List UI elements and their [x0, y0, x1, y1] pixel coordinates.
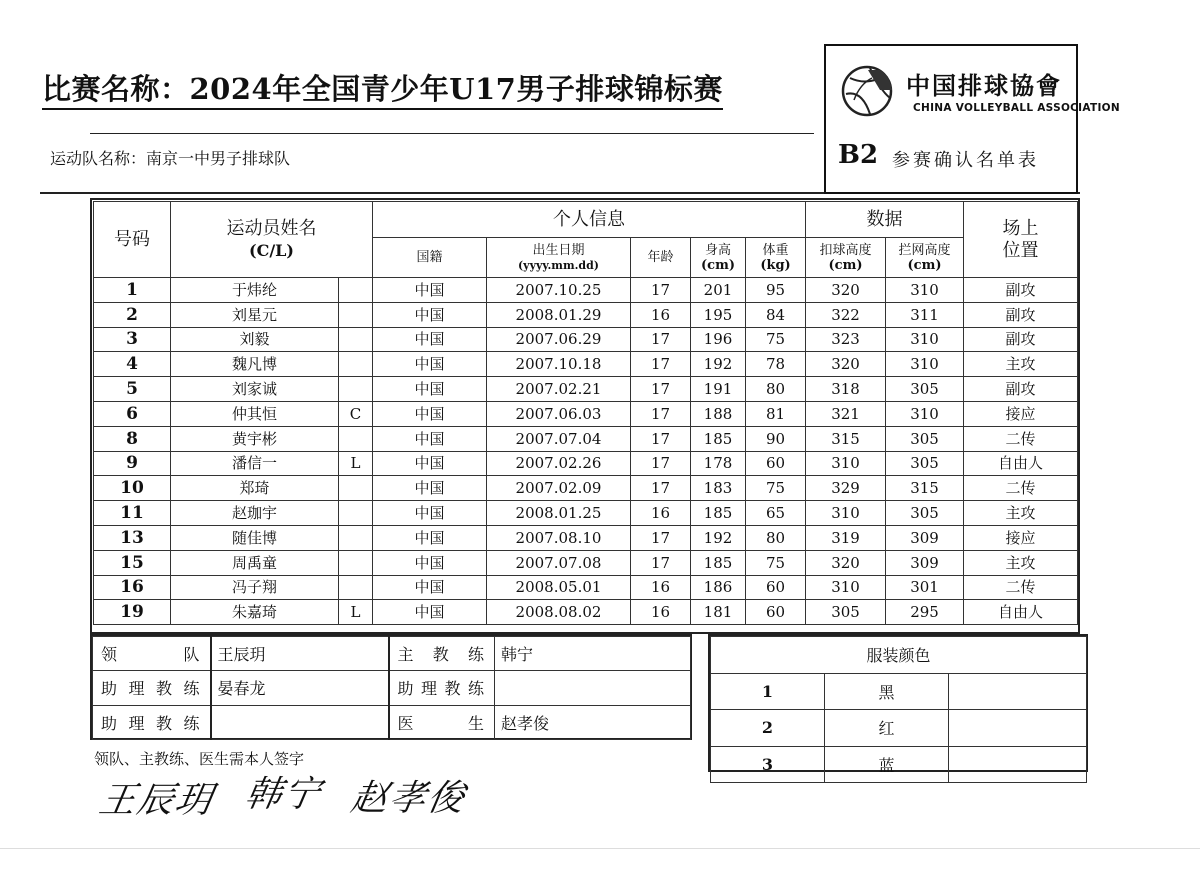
player-number: 16 — [94, 575, 171, 600]
player-number: 15 — [94, 550, 171, 575]
player-number: 11 — [94, 501, 171, 526]
player-block-height: 305 — [886, 426, 964, 451]
player-block-height: 310 — [886, 401, 964, 426]
player-name: 郑琦 — [171, 476, 339, 501]
header-age: 年龄 — [631, 238, 691, 278]
divider — [90, 133, 814, 134]
player-height: 195 — [691, 302, 746, 327]
table-row — [94, 426, 1078, 451]
player-number: 10 — [94, 476, 171, 501]
player-block-height: 305 — [886, 377, 964, 402]
player-height: 178 — [691, 451, 746, 476]
player-age: 17 — [631, 401, 691, 426]
asst-coach-2-label: 助理教练 — [389, 671, 495, 705]
player-spike-height: 310 — [806, 451, 886, 476]
player-weight: 90 — [746, 426, 806, 451]
player-name: 刘毅 — [171, 327, 339, 352]
player-block-height: 301 — [886, 575, 964, 600]
player-age: 16 — [631, 575, 691, 600]
player-height: 185 — [691, 426, 746, 451]
player-position: 二传 — [964, 575, 1078, 600]
player-dob: 2007.10.18 — [487, 352, 631, 377]
player-weight: 60 — [746, 451, 806, 476]
player-block-height: 305 — [886, 451, 964, 476]
player-cl — [339, 327, 373, 352]
head-coach-label: 主教练 — [389, 637, 495, 671]
header-height-unit: (cm) — [701, 257, 735, 273]
player-height: 201 — [691, 278, 746, 303]
player-height: 181 — [691, 600, 746, 625]
player-block-height: 305 — [886, 501, 964, 526]
table-row — [94, 550, 1078, 575]
signature-doctor: 赵孝俊 — [347, 778, 470, 819]
player-weight: 78 — [746, 352, 806, 377]
player-height: 186 — [691, 575, 746, 600]
header-position — [964, 202, 1078, 278]
player-spike-height: 321 — [806, 401, 886, 426]
player-spike-height: 310 — [806, 501, 886, 526]
player-nationality: 中国 — [373, 501, 487, 526]
header-block-label: 拦网高度 — [898, 242, 951, 258]
player-cl: L — [339, 451, 373, 476]
header-height-label: 身高 — [704, 242, 731, 258]
form-name: 参赛确认名单表 — [892, 150, 1039, 171]
header-position-line1: 场上 — [1002, 217, 1039, 239]
team-name: 运动队名称：南京一中男子排球队 — [50, 149, 291, 168]
player-position: 自由人 — [964, 451, 1078, 476]
player-number: 19 — [94, 600, 171, 625]
table-row — [94, 575, 1078, 600]
player-dob: 2007.08.10 — [487, 525, 631, 550]
player-age: 17 — [631, 352, 691, 377]
doctor-value: 赵孝俊 — [495, 705, 691, 739]
player-cl — [339, 278, 373, 303]
player-nationality: 中国 — [373, 426, 487, 451]
player-cl — [339, 501, 373, 526]
header-height — [691, 238, 746, 278]
player-block-height: 310 — [886, 352, 964, 377]
player-number: 8 — [94, 426, 171, 451]
player-spike-height: 320 — [806, 278, 886, 303]
player-dob: 2008.08.02 — [487, 600, 631, 625]
table-row — [94, 401, 1078, 426]
player-spike-height: 310 — [806, 575, 886, 600]
player-number: 13 — [94, 525, 171, 550]
uniform-blank — [949, 746, 1087, 783]
asst-coach-label: 助理教练 — [93, 671, 211, 705]
uniform-no: 3 — [711, 746, 825, 783]
header-dob-format: (yyyy.mm.dd) — [517, 258, 600, 272]
uniform-no: 1 — [711, 673, 825, 710]
player-block-height: 310 — [886, 327, 964, 352]
header-spike-label: 扣球高度 — [819, 242, 872, 258]
player-name: 朱嘉琦 — [171, 600, 339, 625]
player-spike-height: 319 — [806, 525, 886, 550]
signature-note: 领队、主教练、医生需本人签字 — [94, 750, 305, 768]
player-spike-height: 320 — [806, 352, 886, 377]
player-age: 17 — [631, 426, 691, 451]
volleyball-logo-icon — [840, 64, 894, 118]
player-age: 16 — [631, 302, 691, 327]
player-position: 副攻 — [964, 278, 1078, 303]
uniform-no: 2 — [711, 710, 825, 747]
player-weight: 80 — [746, 377, 806, 402]
logo-english-name: CHINA VOLLEYBALL ASSOCIATION — [913, 102, 1120, 114]
header-personal-info: 个人信息 — [373, 202, 806, 238]
player-nationality: 中国 — [373, 451, 487, 476]
player-cl: C — [339, 401, 373, 426]
player-dob: 2007.07.04 — [487, 426, 631, 451]
player-name: 潘信一 — [171, 451, 339, 476]
player-weight: 65 — [746, 501, 806, 526]
table-row — [94, 327, 1078, 352]
table-row — [94, 451, 1078, 476]
player-name: 刘星元 — [171, 302, 339, 327]
uniform-color: 黑 — [825, 673, 949, 710]
player-nationality: 中国 — [373, 575, 487, 600]
player-spike-height: 320 — [806, 550, 886, 575]
player-name: 仲其恒 — [171, 401, 339, 426]
player-height: 191 — [691, 377, 746, 402]
player-position: 自由人 — [964, 600, 1078, 625]
table-row — [94, 525, 1078, 550]
player-weight: 60 — [746, 575, 806, 600]
header-spike — [806, 238, 886, 278]
player-height: 192 — [691, 525, 746, 550]
player-number: 9 — [94, 451, 171, 476]
player-dob: 2007.10.25 — [487, 278, 631, 303]
player-name: 黄宇彬 — [171, 426, 339, 451]
player-position: 二传 — [964, 426, 1078, 451]
uniform-blank — [949, 673, 1087, 710]
player-name: 于炜纶 — [171, 278, 339, 303]
player-block-height: 315 — [886, 476, 964, 501]
player-nationality: 中国 — [373, 278, 487, 303]
player-age: 17 — [631, 451, 691, 476]
player-position: 副攻 — [964, 327, 1078, 352]
player-nationality: 中国 — [373, 352, 487, 377]
scan-edge — [0, 848, 1200, 849]
player-name: 魏凡博 — [171, 352, 339, 377]
player-dob: 2007.06.29 — [487, 327, 631, 352]
header-name-sub: (C/L) — [249, 240, 294, 260]
player-dob: 2008.05.01 — [487, 575, 631, 600]
player-spike-height: 329 — [806, 476, 886, 501]
player-cl — [339, 575, 373, 600]
table-row — [94, 476, 1078, 501]
player-weight: 75 — [746, 550, 806, 575]
player-age: 17 — [631, 278, 691, 303]
player-age: 17 — [631, 550, 691, 575]
leader-value: 王辰玥 — [211, 637, 389, 671]
player-weight: 75 — [746, 327, 806, 352]
player-height: 192 — [691, 352, 746, 377]
player-height: 185 — [691, 550, 746, 575]
table-row — [94, 501, 1078, 526]
player-position: 主攻 — [964, 501, 1078, 526]
player-number: 6 — [94, 401, 171, 426]
player-dob: 2007.02.09 — [487, 476, 631, 501]
player-dob: 2007.06.03 — [487, 401, 631, 426]
player-block-height: 309 — [886, 550, 964, 575]
player-weight: 95 — [746, 278, 806, 303]
player-age: 16 — [631, 501, 691, 526]
player-cl — [339, 476, 373, 501]
player-nationality: 中国 — [373, 327, 487, 352]
player-position: 副攻 — [964, 302, 1078, 327]
header-number: 号码 — [94, 202, 171, 278]
player-name: 冯子翔 — [171, 575, 339, 600]
player-cl — [339, 302, 373, 327]
asst-coach-2-value — [495, 671, 691, 705]
doctor-label: 医生 — [389, 705, 495, 739]
player-block-height: 295 — [886, 600, 964, 625]
table-row — [94, 302, 1078, 327]
player-position: 副攻 — [964, 377, 1078, 402]
head-coach-value: 韩宁 — [495, 637, 691, 671]
header-dob — [487, 238, 631, 278]
player-dob: 2008.01.29 — [487, 302, 631, 327]
player-spike-height: 315 — [806, 426, 886, 451]
header-position-line2: 位置 — [1002, 239, 1039, 261]
player-cl — [339, 426, 373, 451]
player-height: 188 — [691, 401, 746, 426]
player-cl: L — [339, 600, 373, 625]
player-nationality: 中国 — [373, 525, 487, 550]
player-number: 4 — [94, 352, 171, 377]
table-row — [94, 377, 1078, 402]
signature-leader: 王辰玥 — [95, 780, 218, 821]
player-name: 随佳博 — [171, 525, 339, 550]
page-title: 比赛名称：2024年全国青少年U17男子排球锦标赛 — [42, 72, 723, 110]
roster-table — [93, 201, 1078, 625]
player-position: 主攻 — [964, 550, 1078, 575]
player-block-height: 309 — [886, 525, 964, 550]
player-age: 17 — [631, 327, 691, 352]
player-age: 16 — [631, 600, 691, 625]
header-weight-unit: (kg) — [760, 257, 791, 273]
player-position: 主攻 — [964, 352, 1078, 377]
player-age: 17 — [631, 377, 691, 402]
player-number: 2 — [94, 302, 171, 327]
player-name: 赵珈宇 — [171, 501, 339, 526]
header-weight — [746, 238, 806, 278]
leader-label: 领队 — [93, 637, 211, 671]
player-weight: 80 — [746, 525, 806, 550]
player-cl — [339, 352, 373, 377]
player-weight: 75 — [746, 476, 806, 501]
player-nationality: 中国 — [373, 600, 487, 625]
player-spike-height: 323 — [806, 327, 886, 352]
asst-coach-value: 晏春龙 — [211, 671, 389, 705]
player-nationality: 中国 — [373, 377, 487, 402]
player-position: 接应 — [964, 525, 1078, 550]
player-spike-height: 322 — [806, 302, 886, 327]
player-age: 17 — [631, 525, 691, 550]
player-dob: 2007.02.21 — [487, 377, 631, 402]
player-nationality: 中国 — [373, 550, 487, 575]
uniform-blank — [949, 710, 1087, 747]
header-name — [171, 202, 373, 278]
signature-head-coach: 韩宁 — [241, 774, 326, 815]
player-spike-height: 318 — [806, 377, 886, 402]
player-cl — [339, 377, 373, 402]
player-name: 刘家诚 — [171, 377, 339, 402]
player-weight: 60 — [746, 600, 806, 625]
player-block-height: 311 — [886, 302, 964, 327]
player-dob: 2008.01.25 — [487, 501, 631, 526]
player-weight: 84 — [746, 302, 806, 327]
header-block-unit: (cm) — [907, 257, 942, 273]
player-dob: 2007.07.08 — [487, 550, 631, 575]
form-code: B2 — [838, 140, 879, 170]
player-cl — [339, 525, 373, 550]
player-block-height: 310 — [886, 278, 964, 303]
player-spike-height: 305 — [806, 600, 886, 625]
asst-coach-3-label: 助理教练 — [93, 705, 211, 739]
table-row — [94, 352, 1078, 377]
uniform-color: 红 — [825, 710, 949, 747]
header-weight-label: 体重 — [762, 242, 789, 258]
player-height: 196 — [691, 327, 746, 352]
player-age: 17 — [631, 476, 691, 501]
header-name-label: 运动员姓名 — [226, 217, 317, 239]
player-nationality: 中国 — [373, 476, 487, 501]
header-nationality: 国籍 — [373, 238, 487, 278]
table-row — [94, 278, 1078, 303]
asst-coach-3-value — [211, 705, 389, 739]
header-dob-label: 出生日期 — [532, 242, 585, 258]
player-nationality: 中国 — [373, 302, 487, 327]
player-position: 二传 — [964, 476, 1078, 501]
uniform-table — [710, 636, 1087, 783]
header-data: 数据 — [806, 202, 964, 238]
player-cl — [339, 550, 373, 575]
player-dob: 2007.02.26 — [487, 451, 631, 476]
uniform-title: 服装颜色 — [711, 637, 1087, 674]
player-name: 周禹童 — [171, 550, 339, 575]
player-number: 1 — [94, 278, 171, 303]
header-block — [886, 238, 964, 278]
player-weight: 81 — [746, 401, 806, 426]
player-number: 3 — [94, 327, 171, 352]
player-position: 接应 — [964, 401, 1078, 426]
player-nationality: 中国 — [373, 401, 487, 426]
logo-chinese-name: 中国排球協會 — [906, 72, 1062, 100]
player-height: 183 — [691, 476, 746, 501]
uniform-color: 蓝 — [825, 746, 949, 783]
staff-table — [92, 636, 691, 740]
player-height: 185 — [691, 501, 746, 526]
table-row — [94, 600, 1078, 625]
roster-body — [94, 278, 1078, 625]
header-spike-unit: (cm) — [828, 257, 863, 273]
player-number: 5 — [94, 377, 171, 402]
